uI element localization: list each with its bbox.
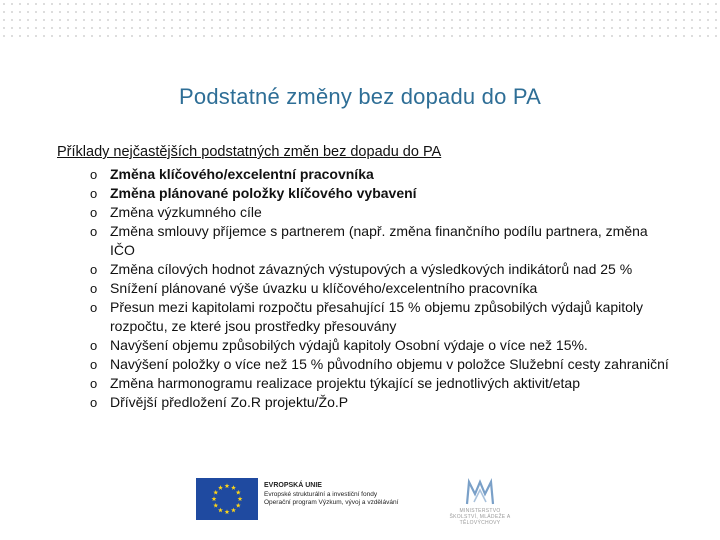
bullet-icon: o: [90, 205, 98, 220]
eu-caption: [264, 482, 444, 508]
bullet-icon: o: [90, 338, 98, 353]
changes-list: [90, 165, 670, 412]
msmt-caption: MINISTERSTVO ŠKOLSTVÍ, MLÁDEŽE A TĚLOVÝCHOVY: [449, 508, 511, 526]
eu-star: [236, 503, 241, 508]
bullet-icon: o: [90, 300, 98, 315]
list-item-text: Změna harmonogramu realizace projektu týkající se jednotlivých aktivit/etap: [110, 375, 580, 391]
list-item-text: Přesun mezi kapitolami rozpočtu přesahující 15 % objemu způsobilých výdajů kapitoly rozpočtu, ze které jsou prostředky přesouvány: [110, 299, 644, 334]
list-item: [90, 355, 670, 374]
page-title: Podstatné změny bez dopadu do PA: [179, 84, 541, 109]
msmt-logo-icon: [445, 476, 515, 508]
bullet-icon: o: [90, 357, 98, 372]
eu-star: [225, 509, 230, 514]
list-item-text: Dřívější předložení Zo.R projektu/Žo.P: [110, 394, 349, 410]
list-item-text: Změna smlouvy příjemce s partnerem (např. změna finančního podílu partnera, změna IČO: [110, 223, 648, 258]
eu-star: [231, 485, 236, 490]
list-item-text: Navýšení objemu způsobilých výdajů kapitoly Osobní výdaje o více než 15%.: [110, 337, 588, 353]
bullet-icon: o: [90, 224, 98, 239]
list-item: [90, 184, 670, 203]
eu-star: [213, 490, 218, 495]
list-item: [90, 222, 670, 260]
list-item-text: Snížení plánované výše úvazku u klíčového/excelentního pracovníka: [110, 280, 538, 296]
eu-stars: [196, 478, 258, 520]
list-item-text: Změna klíčového/excelentní pracovníka: [110, 166, 374, 182]
bullet-icon: o: [90, 186, 98, 201]
list-item: [90, 279, 670, 298]
bullet-icon: o: [90, 281, 98, 296]
list-item: [90, 374, 670, 393]
msmt-logo: [445, 476, 515, 526]
eu-line-2: Operační program Výzkum, vývoj a vzdělávání: [264, 499, 399, 506]
list-item: [90, 298, 670, 336]
bullet-icon: o: [90, 167, 98, 182]
eu-flag-icon: [196, 478, 258, 520]
list-item: [90, 165, 670, 184]
decorative-dot-band: [0, 0, 720, 40]
list-item: [90, 393, 670, 412]
eu-star: [225, 483, 230, 488]
bullet-icon: o: [90, 376, 98, 391]
intro-heading: Příklady nejčastějších podstatných změn bez dopadu do PA: [57, 144, 442, 160]
footer-logos: [196, 476, 516, 526]
eu-title: EVROPSKÁ UNIE: [264, 482, 322, 489]
eu-star: [212, 496, 217, 501]
eu-star: [238, 496, 243, 501]
bullet-icon: o: [90, 395, 98, 410]
list-item-text: Změna plánované položky klíčového vybavení: [110, 185, 417, 201]
eu-star: [236, 490, 241, 495]
eu-star: [218, 508, 223, 513]
list-item-text: Navýšení položky o více než 15 % původního objemu v položce Služební cesty zahraniční: [110, 356, 669, 372]
eu-star: [213, 503, 218, 508]
eu-star: [231, 508, 236, 513]
list-item: [90, 203, 670, 222]
eu-star: [218, 485, 223, 490]
eu-line-1: Evropské strukturální a investiční fondy: [264, 490, 378, 498]
list-item: [90, 336, 670, 355]
list-item-text: Změna cílových hodnot závazných výstupových a výsledkových indikátorů nad 25 %: [110, 261, 633, 277]
list-item: [90, 260, 670, 279]
list-item-text: Změna výzkumného cíle: [110, 204, 262, 220]
bullet-icon: o: [90, 262, 98, 277]
